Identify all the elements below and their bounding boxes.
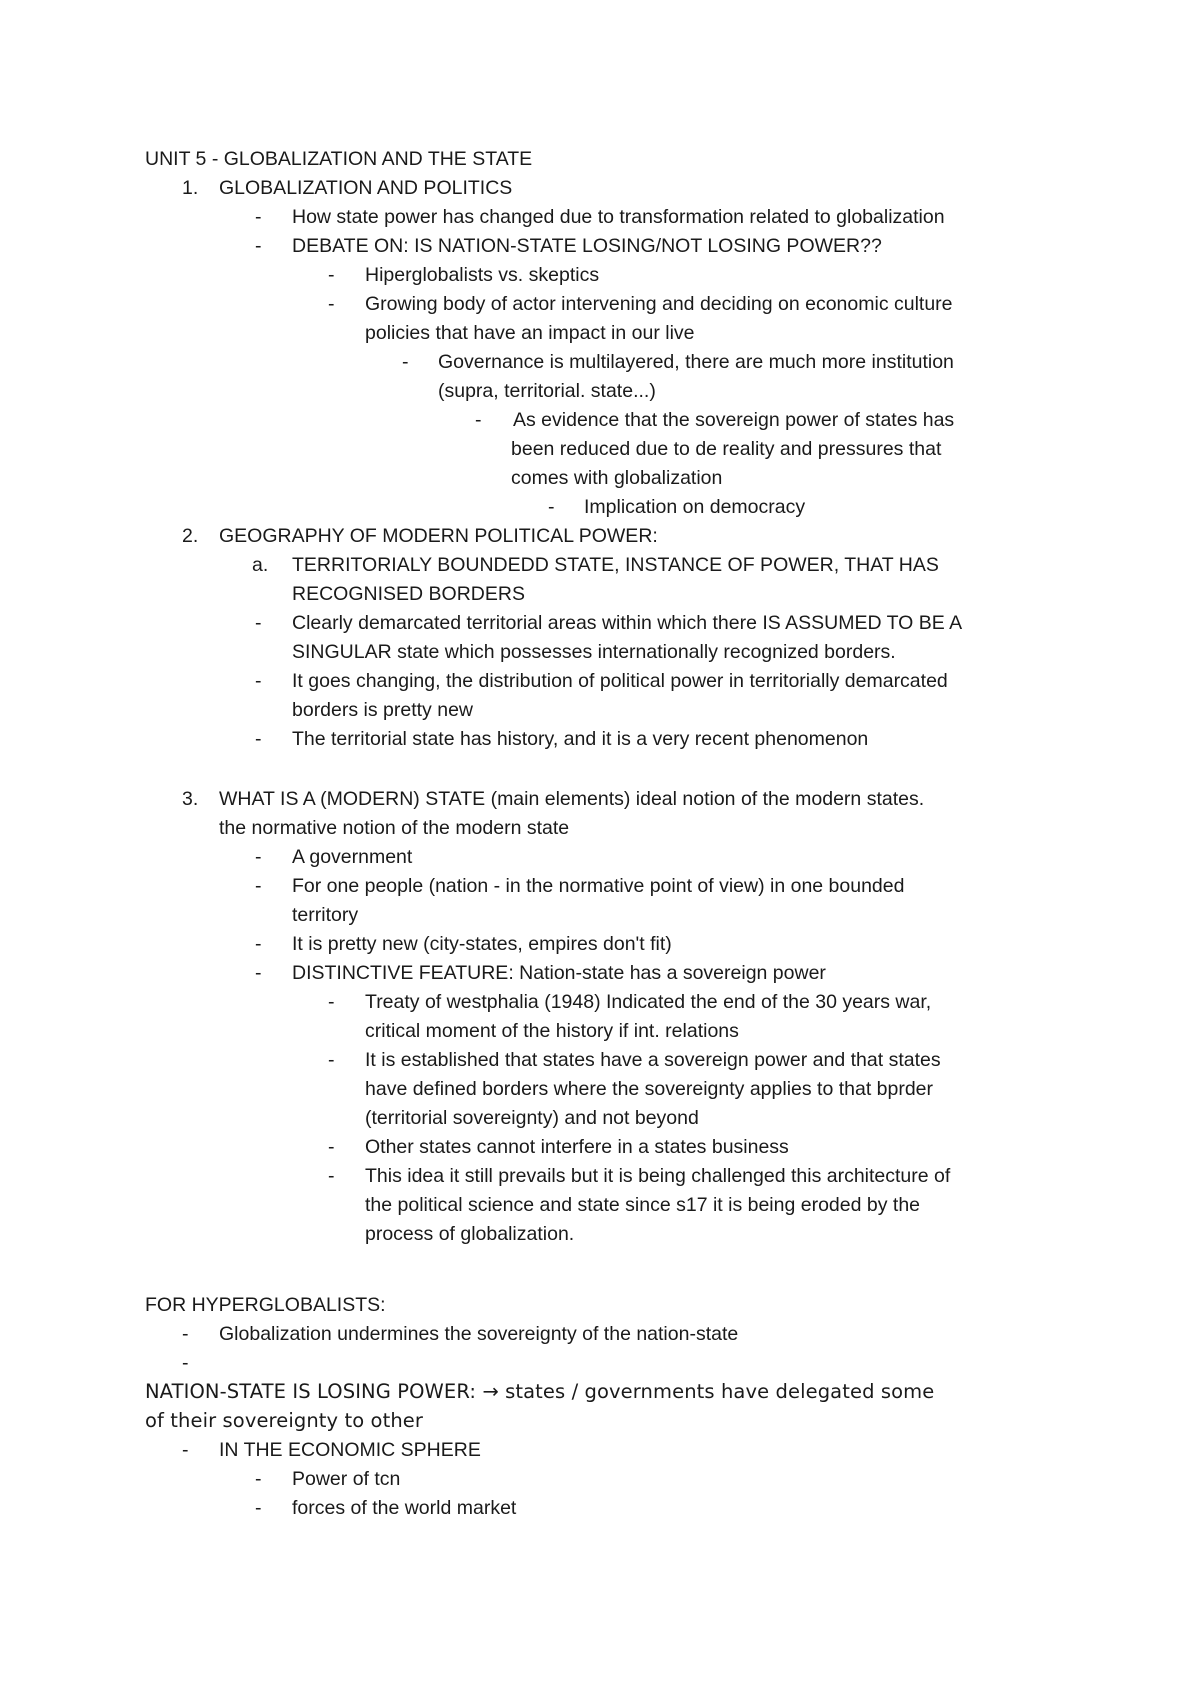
bullet-dash: - bbox=[475, 409, 482, 431]
bullet-dash: - bbox=[255, 933, 262, 955]
outline-line-text: Treaty of westphalia (1948) Indicated the end of the 30 years war, bbox=[365, 991, 932, 1013]
outline-line-text: TERRITORIALY BOUNDEDD STATE, INSTANCE OF POWER, THAT HAS bbox=[292, 554, 939, 576]
outline-line-text: Governance is multilayered, there are much more institution bbox=[438, 351, 954, 373]
bullet-dash: - bbox=[328, 1049, 335, 1071]
list-number: 2. bbox=[182, 525, 199, 547]
bullet-dash: - bbox=[328, 1136, 335, 1158]
bullet-dash: - bbox=[255, 235, 262, 257]
outline-line-text: been reduced due to de reality and pressures that bbox=[511, 438, 942, 460]
bullet-dash: - bbox=[255, 1497, 262, 1519]
outline-line-text: How state power has changed due to transformation related to globalization bbox=[292, 206, 945, 228]
bullet-dash: - bbox=[255, 728, 262, 750]
outline-line-text: forces of the world market bbox=[292, 1497, 517, 1519]
bullet-dash: - bbox=[255, 1468, 262, 1490]
outline-line-text: borders is pretty new bbox=[292, 699, 473, 721]
outline-line-text: process of globalization. bbox=[365, 1223, 575, 1245]
outline-line-text: DISTINCTIVE FEATURE: Nation-state has a sovereign power bbox=[292, 962, 826, 984]
bullet-dash: - bbox=[255, 875, 262, 897]
outline-line-text: Clearly demarcated territorial areas within which there IS ASSUMED TO BE A bbox=[292, 612, 963, 634]
outline-line-text: (territorial sovereignty) and not beyond bbox=[365, 1107, 699, 1129]
outline-line-text: (supra, territorial. state...) bbox=[438, 380, 656, 402]
document-title: UNIT 5 - GLOBALIZATION AND THE STATE bbox=[145, 148, 533, 170]
outline-line-text: FOR HYPERGLOBALISTS: bbox=[145, 1294, 386, 1316]
outline-line-text: As evidence that the sovereign power of states has bbox=[513, 409, 955, 431]
list-number: 3. bbox=[182, 788, 199, 810]
list-number: a. bbox=[252, 554, 269, 576]
bullet-dash: - bbox=[182, 1323, 189, 1345]
bullet-dash: - bbox=[182, 1352, 189, 1374]
outline-line-text: It is established that states have a sovereign power and that states bbox=[365, 1049, 941, 1071]
outline-line-text: critical moment of the history if int. relations bbox=[365, 1020, 739, 1042]
outline-line-text: This idea it still prevails but it is being challenged this architecture of bbox=[365, 1165, 951, 1187]
outline-line-text: comes with globalization bbox=[511, 467, 723, 489]
outline-line-text: WHAT IS A (MODERN) STATE (main elements) ideal notion of the modern states. bbox=[219, 788, 925, 810]
outline-line-text: Power of tcn bbox=[292, 1468, 401, 1490]
outline-line-text: of their sovereignty to other bbox=[145, 1409, 424, 1432]
bullet-dash: - bbox=[328, 293, 335, 315]
outline-line-text: SINGULAR state which possesses internationally recognized borders. bbox=[292, 641, 896, 663]
bullet-dash: - bbox=[328, 991, 335, 1013]
outline-line-text: territory bbox=[292, 904, 359, 926]
list-number: 1. bbox=[182, 177, 199, 199]
bullet-dash: - bbox=[402, 351, 409, 373]
bullet-dash: - bbox=[255, 962, 262, 984]
outline-line-text: policies that have an impact in our live bbox=[365, 322, 695, 344]
outline-line-text: the normative notion of the modern state bbox=[219, 817, 570, 839]
bullet-dash: - bbox=[328, 264, 335, 286]
outline-line-text: It goes changing, the distribution of political power in territorially demarcated bbox=[292, 670, 948, 692]
bullet-dash: - bbox=[182, 1439, 189, 1461]
outline-line-text: It is pretty new (city-states, empires don't fit) bbox=[292, 933, 672, 955]
outline-line-text: Growing body of actor intervening and deciding on economic culture bbox=[365, 293, 953, 315]
outline-line-text: A government bbox=[292, 846, 413, 868]
bullet-dash: - bbox=[255, 206, 262, 228]
outline-line-text: Implication on democracy bbox=[584, 496, 806, 518]
outline-line-text: Hiperglobalists vs. skeptics bbox=[365, 264, 600, 286]
bullet-dash: - bbox=[328, 1165, 335, 1187]
outline-line-text: have defined borders where the sovereignty applies to that bprder bbox=[365, 1078, 934, 1100]
outline-line-text: DEBATE ON: IS NATION-STATE LOSING/NOT LOSING POWER?? bbox=[292, 235, 882, 257]
outline-line-text: Globalization undermines the sovereignty of the nation-state bbox=[219, 1323, 739, 1345]
outline-line-text: IN THE ECONOMIC SPHERE bbox=[219, 1439, 481, 1461]
outline-line-text: GLOBALIZATION AND POLITICS bbox=[219, 177, 513, 199]
outline-line-text: For one people (nation - in the normative point of view) in one bounded bbox=[292, 875, 905, 897]
outline-line-text: The territorial state has history, and it is a very recent phenomenon bbox=[292, 728, 869, 750]
bullet-dash: - bbox=[255, 846, 262, 868]
outline-line-text: RECOGNISED BORDERS bbox=[292, 583, 525, 605]
outline-line-text: NATION-STATE IS LOSING POWER: → states / governments have delegated some bbox=[145, 1380, 935, 1403]
outline-line-text: GEOGRAPHY OF MODERN POLITICAL POWER: bbox=[219, 525, 658, 547]
bullet-dash: - bbox=[255, 670, 262, 692]
bullet-dash: - bbox=[548, 496, 555, 518]
bullet-dash: - bbox=[255, 612, 262, 634]
outline-line-text: Other states cannot interfere in a states business bbox=[365, 1136, 789, 1158]
outline-line-text: the political science and state since s17 it is being eroded by the bbox=[365, 1194, 921, 1216]
